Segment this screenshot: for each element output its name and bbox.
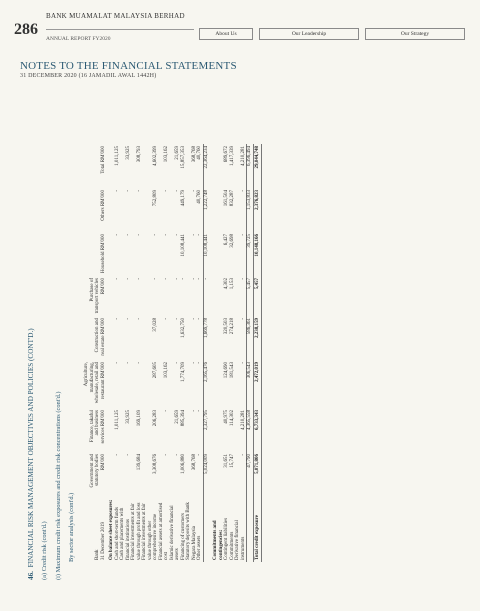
corner-date: 31 December 2019 (100, 521, 106, 560)
table-cell: - (136, 362, 142, 364)
rotated-note-content (27, 90, 465, 580)
table-cell: - (240, 362, 246, 364)
page-title: NOTES TO THE FINANCIAL STATEMENTS (20, 60, 237, 72)
table-cell: - (197, 234, 202, 236)
column-header: Household RM'000 (100, 234, 106, 274)
table-cell: 10,108,441 (203, 232, 209, 276)
column-header: Government and statutory bodies RM'000 (89, 454, 106, 488)
table-cell: 1,153,833 (247, 188, 254, 232)
row-label: Financial investments at fair value through other comprehensive income (142, 503, 158, 560)
table-cell: 2,472,019 (253, 360, 262, 408)
table-cell: 449,179 (180, 190, 186, 207)
table-cell: - (197, 318, 202, 320)
table-header-row (84, 144, 109, 562)
table-cell: - (136, 234, 142, 236)
table-cell: 4,365,558 (247, 408, 254, 452)
table-cell: - (164, 410, 169, 412)
table-row (142, 144, 159, 562)
table-row (159, 144, 170, 562)
table-cell: - (240, 190, 246, 192)
table-row (253, 144, 262, 562)
table-cell: - (175, 362, 180, 364)
table-cell: - (114, 318, 120, 320)
row-label: Cash and placements with financial institutions (120, 507, 131, 560)
nav-about-us[interactable]: About Us (199, 28, 253, 40)
table-cell: 1,153 (229, 278, 235, 290)
table-cell: - (197, 410, 202, 412)
table-cell: 4,210,281 (240, 410, 246, 430)
table-cell: 32,698 (229, 234, 235, 248)
table-cell: 5,457 (247, 276, 254, 316)
table-cell: 47,790 (247, 452, 254, 496)
row-label: Financial investments at fair value through profit and loss (131, 502, 142, 560)
table-cell: 6,733,343 (253, 408, 262, 452)
table-cell: - (164, 278, 169, 280)
row-label: Financing of customers (180, 513, 186, 560)
section-number: 46. (27, 571, 35, 580)
table-cell: - (136, 190, 142, 192)
table-cell: 368,768 (191, 454, 197, 471)
subsection-i: (i) Maximum credit risk exposures and credit risk concentrations (cont'd.) (55, 391, 62, 580)
table-cell: 29,044,748 (253, 144, 262, 188)
table-cell: 689,672 (224, 146, 229, 163)
table-cell: - (240, 318, 246, 320)
table-cell: 5,457 (253, 276, 262, 316)
table-cell: - (153, 278, 158, 280)
table-row (186, 144, 197, 562)
table-cell: - (136, 278, 142, 280)
row-label: Cash and short-term funds (114, 507, 120, 560)
table-cell: 832,287 (229, 190, 235, 207)
table-cell: 33,925 (125, 410, 131, 424)
table-row (170, 144, 181, 562)
table-cell (213, 276, 224, 316)
row-label: Contingent liabilities (224, 517, 229, 560)
table-cell: 21,659 (175, 146, 180, 160)
table-cell: - (191, 190, 197, 192)
table-cell: - (191, 410, 197, 412)
table-corner (84, 496, 109, 562)
table-cell: 885,394 (180, 410, 186, 427)
table-cell: 169,109 (136, 410, 142, 427)
page-number: 286 (14, 21, 38, 38)
table-cell: - (136, 318, 142, 320)
sector-analysis-heading: By sector analysis (cont'd.) (68, 492, 75, 562)
table-cell: 124,690 (224, 362, 229, 379)
table-cell: - (114, 234, 120, 236)
table-cell: 21,659 (175, 410, 180, 424)
table-cell: - (114, 362, 120, 364)
table-cell: - (175, 278, 180, 280)
table-cell (213, 452, 224, 496)
table-cell: - (191, 278, 197, 280)
table-cell: 31,651 (224, 454, 229, 468)
table-cell: 368,768 (191, 146, 197, 163)
table-cell: 33,925 (125, 146, 131, 160)
row-label: Financial assets at amortised cost (158, 502, 169, 560)
column-header: Others RM'000 (100, 190, 106, 221)
table-cell: - (114, 190, 120, 192)
column-header: Purchase of transport vehicles RM'000 (89, 278, 106, 314)
table-cell: - (191, 318, 197, 320)
table-cell: 5,024,009 (203, 452, 209, 496)
table-cell: 114,302 (229, 410, 235, 427)
table-cell: - (114, 454, 120, 456)
table-cell: 103,162 (164, 362, 169, 379)
table-cell: 2,238,159 (253, 316, 262, 360)
corner-bank: Bank (95, 549, 100, 560)
table-cell (213, 188, 224, 232)
table-cell: 1,222,748 (203, 188, 209, 232)
table-cell: - (114, 278, 120, 280)
table-cell: 274,218 (229, 318, 235, 335)
table-cell: 181,543 (229, 362, 235, 379)
table-cell: - (125, 318, 131, 320)
table-cell: 320,503 (224, 318, 229, 335)
table-cell: 40,760 (197, 146, 202, 160)
table-cell: - (175, 454, 180, 456)
table-cell: - (125, 454, 131, 456)
table-cell: 1,774,709 (180, 362, 186, 382)
table-cell: 206,283 (153, 410, 158, 427)
table-cell: 308,793 (136, 146, 142, 163)
table-cell: - (164, 234, 169, 236)
table-cell: 15,747 (229, 454, 235, 468)
page-subtitle: 31 DECEMBER 2020 (16 JAMADIL AWAL 1442H) (20, 73, 157, 79)
row-label: Other assets (197, 535, 202, 560)
table-cell: 4,210,281 (240, 146, 246, 166)
table-cell: 2,165,476 (203, 360, 209, 408)
table-cell: - (125, 362, 131, 364)
table-cell: 6,396,494 (247, 144, 254, 188)
table-cell: - (153, 234, 158, 236)
table-cell: - (197, 362, 202, 364)
table-cell: - (180, 278, 186, 280)
column-header: Total RM'000 (100, 146, 106, 174)
table-cell: 287,605 (153, 362, 158, 379)
table-cell: 4,302 (224, 278, 229, 290)
table-row (120, 144, 131, 562)
section-heading (27, 328, 35, 580)
table-cell: 1,632,750 (180, 318, 186, 338)
table-row (131, 144, 142, 562)
table-cell (213, 408, 224, 452)
table-cell: - (240, 278, 246, 280)
table-cell: 3,308,676 (153, 454, 158, 474)
table-cell: - (164, 454, 169, 456)
table-cell (213, 232, 224, 276)
column-header: Agriculture, manufacturing, wholesale, retail and restaurant RM'000 (84, 362, 106, 404)
table-cell: 5,071,806 (253, 452, 262, 496)
table-cell: - (164, 318, 169, 320)
table-cell: 37,028 (153, 318, 158, 332)
bank-name: BANK MUAMALAT MALAYSIA BERHAD (46, 12, 185, 20)
table-cell: - (197, 454, 202, 456)
row-label: Commitments (229, 531, 235, 560)
table-cell: 40,760 (197, 190, 202, 204)
row-label: Derivative financial instruments (235, 520, 246, 560)
table-cell: - (164, 190, 169, 192)
table-cell: 39,725 (247, 232, 254, 276)
column-header: Construction and real estate RM'000 (95, 318, 106, 356)
credit-exposure-table (84, 144, 262, 562)
table-cell: 4,602,399 (153, 146, 158, 166)
table-cell: 1,669,778 (203, 316, 209, 360)
table-cell: - (125, 234, 131, 236)
table-cell: - (191, 362, 197, 364)
column-header: Finance, takaful and business services RM'000 (89, 410, 106, 444)
header-divider (46, 29, 194, 30)
row-label: Islamic derivative financial assets (169, 505, 180, 560)
table-cell: 139,684 (136, 454, 142, 471)
table-cell: - (240, 454, 246, 456)
nav-our-strategy[interactable]: Our Strategy (365, 28, 465, 40)
table-cell: 2,327,795 (203, 408, 209, 452)
row-label: Commitments and contingencies: (213, 520, 224, 560)
table-cell: 1,011,125 (114, 146, 120, 166)
table-cell: 306,543 (247, 360, 254, 408)
table-cell (213, 316, 224, 360)
table-cell: 2,376,823 (253, 188, 262, 232)
section-title: FINANCIAL RISK MANAGEMENT OBJECTIVES AND POLICIES (CONT'D.) (27, 328, 35, 568)
table-row (235, 144, 247, 562)
table-cell: 752,809 (153, 190, 158, 207)
table-cell: - (125, 278, 131, 280)
row-label: On balance sheet exposures: (109, 499, 114, 560)
table-cell: - (175, 190, 180, 192)
table-cell: 15,857,353 (180, 146, 186, 169)
table-cell: 1,417,339 (229, 146, 235, 166)
table-cell (213, 360, 224, 408)
table-cell: 10,108,441 (180, 234, 186, 257)
table-cell: - (175, 234, 180, 236)
table-cell: 6,427 (224, 234, 229, 246)
row-label: Statutory deposits with Bank Negara Malaysia (186, 502, 197, 560)
table-cell: 1,006,880 (180, 454, 186, 474)
table-cell: 40,975 (224, 410, 229, 424)
table-cell: 10,148,166 (253, 232, 262, 276)
table-cell: - (203, 276, 209, 316)
row-label: Total credit exposure (253, 496, 262, 562)
table-cell: 586,361 (247, 316, 254, 360)
table-cell: 22,364,234 (203, 144, 209, 188)
table-cell: 161,504 (224, 190, 229, 207)
table-cell: 103,162 (164, 146, 169, 163)
table-cell: 1,011,125 (114, 410, 120, 430)
table-cell: - (125, 190, 131, 192)
table-cell: - (197, 278, 202, 280)
subsection-a: (a) Credit risk (cont'd.) (41, 521, 48, 580)
table-cell: - (191, 234, 197, 236)
table-cell (213, 144, 224, 188)
report-name: ANNUAL REPORT FY2020 (46, 36, 111, 42)
table-row (213, 144, 224, 562)
nav-our-leadership[interactable]: Our Leadership (259, 28, 359, 40)
table-cell: - (175, 318, 180, 320)
table-cell: - (240, 234, 246, 236)
